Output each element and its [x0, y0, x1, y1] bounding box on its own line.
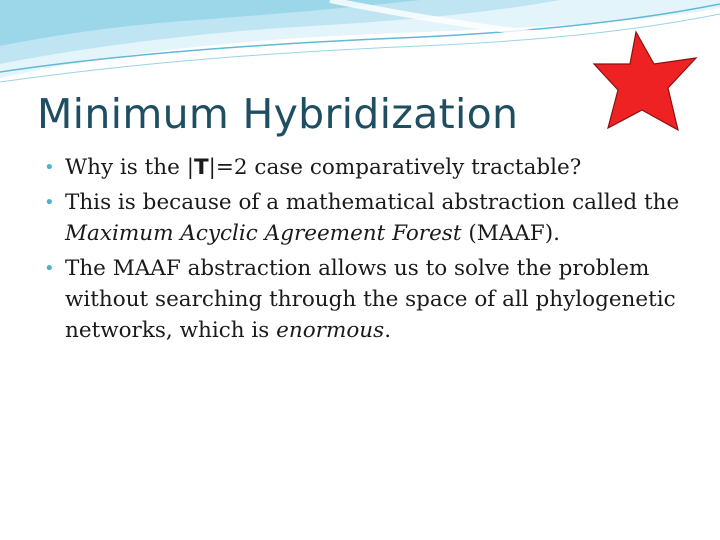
- bullet-text-italic: enormous: [276, 318, 385, 343]
- bullet-text: The MAAF abstraction allows us to solve the problem without searching through the space of all phylogenetic networks, which is: [65, 256, 676, 343]
- bullet-dot-icon: •: [44, 192, 55, 213]
- bullet-text: Why is the |: [65, 155, 194, 180]
- bullet-text: |=2 case comparatively tractable?: [208, 155, 582, 180]
- bullet-item: [44, 187, 694, 249]
- bullet-list: [44, 152, 694, 350]
- bullet-item: [44, 152, 694, 183]
- bullet-text-italic: Maximum Acyclic Agreement Forest: [65, 221, 462, 246]
- slide-title: Minimum Hybridization: [37, 90, 519, 138]
- bullet-dot-icon: •: [44, 157, 55, 178]
- red-star-shape: [594, 32, 696, 130]
- bullet-item: [44, 253, 694, 346]
- bullet-text: (MAAF).: [461, 221, 560, 246]
- bullet-dot-icon: •: [44, 258, 55, 279]
- red-star-icon: [590, 26, 702, 136]
- bullet-text: This is because of a mathematical abstraction called the: [65, 190, 680, 215]
- bullet-text-bold: T: [193, 155, 209, 180]
- bullet-text: .: [384, 318, 392, 343]
